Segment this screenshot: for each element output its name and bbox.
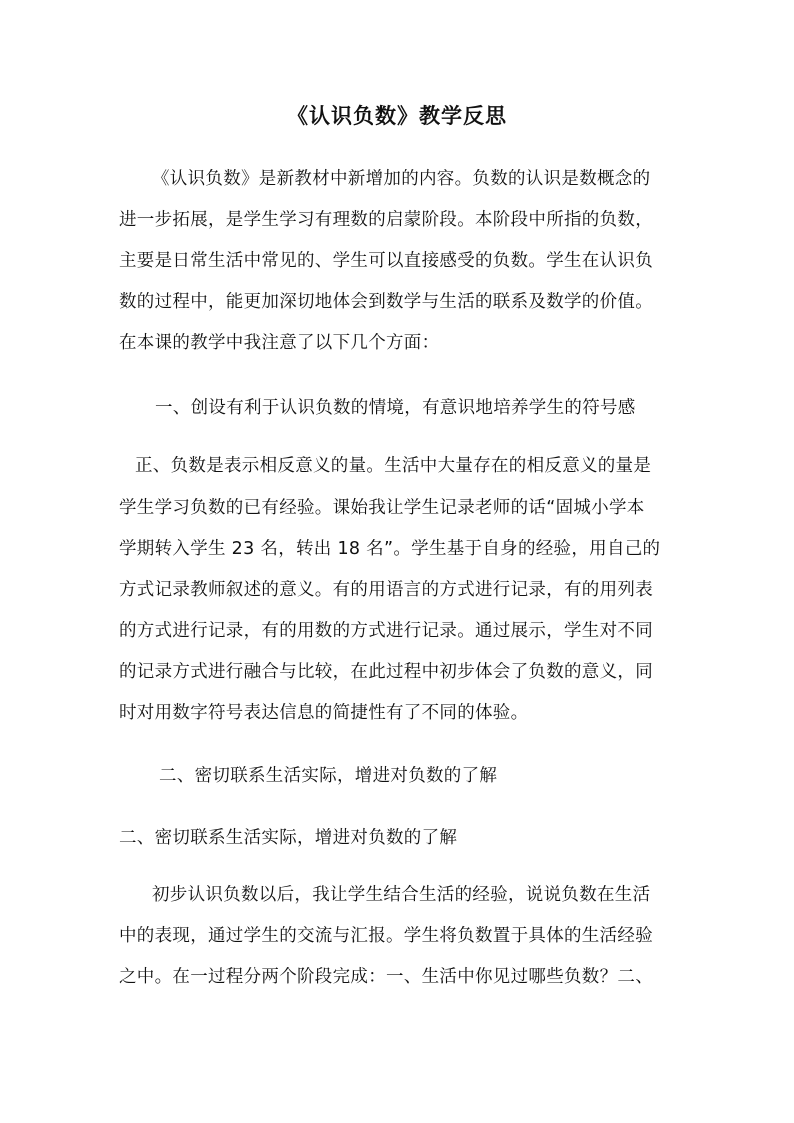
paragraph-line: 数的过程中，能更加深切地体会到数学与生活的联系及数学的价值。 <box>119 292 653 312</box>
paragraph-line: 方式记录教师叙述的意义。有的用语言的方式进行记录，有的用列表 <box>119 580 653 600</box>
paragraph-line: 时对用数字符号表达信息的简捷性有了不同的体验。 <box>119 703 529 723</box>
paragraph-line: 的记录方式进行融合与比较，在此过程中初步体会了负数的意义，同 <box>119 662 653 682</box>
paragraph-line: 在本课的教学中我注意了以下几个方面： <box>119 333 440 353</box>
paragraph-line: 的方式进行记录，有的用数的方式进行记录。通过展示，学生对不同 <box>119 621 653 641</box>
paragraph-line: 主要是日常生活中常见的、学生可以直接感受的负数。学生在认识负 <box>119 251 653 271</box>
paragraph-line: 《认识负数》是新教材中新增加的内容。负数的认识是数概念的 <box>152 169 651 189</box>
paragraph-line: 学生学习负数的已有经验。课始我让学生记录老师的话“固城小学本 <box>119 498 645 518</box>
paragraph-line: 正、负数是表示相反意义的量。生活中大量存在的相反意义的量是 <box>135 456 652 476</box>
section-heading: 二、密切联系生活实际，增进对负数的了解 <box>119 828 458 848</box>
section-heading: 一、创设有利于认识负数的情境，有意识地培养学生的符号感 <box>155 398 636 418</box>
paragraph-line: 之中。在一过程分两个阶段完成：一、生活中你见过哪些负数？二、 <box>119 967 653 987</box>
paragraph-line: 进一步拓展，是学生学习有理数的启蒙阶段。本阶段中所指的负数， <box>119 210 653 230</box>
paragraph-line: 学期转入学生 23 名，转出 18 名”。学生基于自身的经验，用自己的 <box>119 539 661 559</box>
paragraph-line: 中的表现，通过学生的交流与汇报。学生将负数置于具体的生活经验 <box>119 926 653 946</box>
paragraph-line: 初步认识负数以后，我让学生结合生活的经验，说说负数在生活 <box>152 885 651 905</box>
section-heading: 二、密切联系生活实际，增进对负数的了解 <box>159 766 498 786</box>
document-title: 《认识负数》教学反思 <box>287 104 507 128</box>
